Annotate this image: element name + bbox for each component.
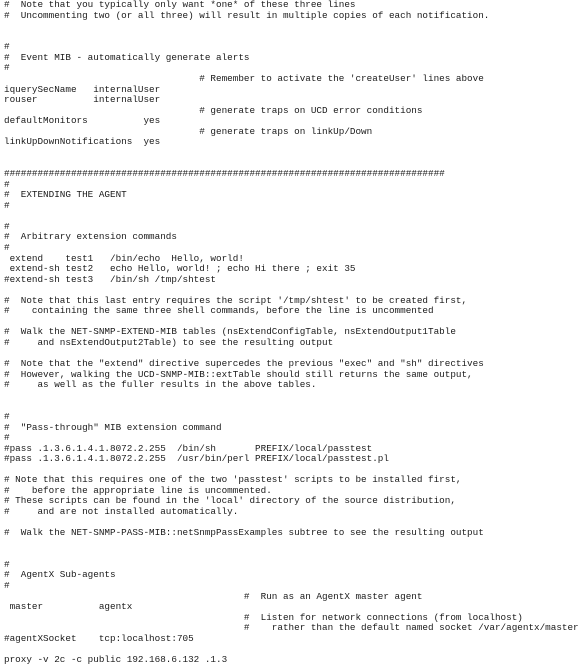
config-line: # Run as an AgentX master agent — [4, 590, 423, 602]
config-line: # Note that this last entry requires the script '/tmp/shtest' to be created first, — [4, 294, 468, 306]
config-line: iquerySecName internalUser — [4, 83, 161, 95]
config-line: linkUpDownNotifications yes — [4, 136, 161, 148]
config-line — [4, 211, 540, 222]
config-line: rouser internalUser — [4, 94, 161, 106]
config-line: #extend-sh test3 /bin/sh /tmp/shtest — [4, 273, 217, 285]
config-line: # Uncommenting two (or all three) will result in multiple copies of each notification. — [4, 9, 490, 21]
config-line — [4, 549, 540, 560]
config-line: # — [4, 410, 10, 422]
config-line — [4, 539, 540, 550]
config-line: #pass .1.3.6.1.4.1.8072.2.255 /usr/bin/perl PREFIX/local/passtest.pl — [4, 453, 389, 465]
config-line: # Note that this requires one of the two 'passtest' scripts to be installed first, — [4, 474, 462, 486]
config-line: # and nsExtendOutput2Table) to see the resulting output — [4, 337, 334, 348]
config-line: # "Pass-through" MIB extension command — [4, 421, 222, 433]
config-line: # Note that the "extend" directive supercedes the previous "exec" and "sh" directives — [4, 358, 484, 370]
config-line: # — [4, 241, 10, 253]
config-line: ############################################################################### — [4, 168, 445, 179]
config-line: # — [4, 199, 10, 211]
config-line: # Note that you typically only want *one* of these three lines — [4, 0, 356, 10]
config-line: # Walk the NET-SNMP-EXTEND-MIB tables (nsExtendConfigTable, nsExtendOutput1Table — [4, 326, 456, 338]
config-line: # Event MIB - automatically generate alerts — [4, 51, 250, 63]
config-line: # — [4, 41, 10, 53]
config-line: # Arbitrary extension commands — [4, 231, 177, 243]
config-line: # generate traps on linkUp/Down — [4, 125, 373, 137]
config-line: # — [4, 558, 10, 570]
config-line — [4, 148, 540, 159]
config-line: #pass .1.3.6.1.4.1.8072.2.255 /bin/sh PREFIX/local/passtest — [4, 442, 373, 454]
config-line: # However, walking the UCD-SNMP-MIB::extTable should still returns the same output, — [4, 368, 473, 380]
config-line: extend-sh test2 echo Hello, world! ; echo Hi there ; exit 35 — [4, 263, 356, 275]
config-line — [4, 32, 540, 43]
config-line — [4, 21, 540, 32]
config-line: # containing the same three shell commands, before the line is uncommented — [4, 305, 434, 317]
config-line: # AgentX Sub-agents — [4, 569, 116, 581]
config-line: defaultMonitors yes — [4, 115, 161, 127]
config-line: #agentXSocket tcp:localhost:705 — [4, 632, 194, 644]
config-line: # generate traps on UCD error conditions — [4, 104, 423, 116]
config-line: # Walk the NET-SNMP-PASS-MIB::netSnmpPassExamples subtree to see the resulting output — [4, 527, 484, 539]
config-line: proxy -v 2c -c public 192.168.6.132 .1.3 — [4, 653, 228, 665]
config-line: # EXTENDING THE AGENT — [4, 189, 127, 201]
config-line: extend test1 /bin/echo Hello, world! — [4, 252, 244, 264]
config-line: # These scripts can be found in the 'local' directory of the source distribution, — [4, 495, 456, 507]
config-line: # — [4, 579, 10, 591]
config-line: # and are not installed automatically. — [4, 506, 239, 517]
config-line: # — [4, 432, 10, 444]
config-file-text — [4, 0, 579, 665]
config-line: # — [4, 62, 10, 74]
config-line — [4, 401, 540, 412]
config-line: # — [4, 178, 10, 190]
config-line: # as well as the fuller results in the above tables. — [4, 379, 317, 391]
config-line: # — [4, 220, 10, 232]
config-line: master agentx — [4, 601, 133, 613]
config-line: # Listen for network connections (from localhost) — [4, 611, 523, 623]
config-line: # before the appropriate line is uncommented. — [4, 484, 272, 496]
config-line: # rather than the default named socket /var/agentx/master — [4, 622, 579, 634]
config-line: # Remember to activate the 'createUser' lines above — [4, 72, 484, 84]
config-line — [4, 391, 540, 402]
